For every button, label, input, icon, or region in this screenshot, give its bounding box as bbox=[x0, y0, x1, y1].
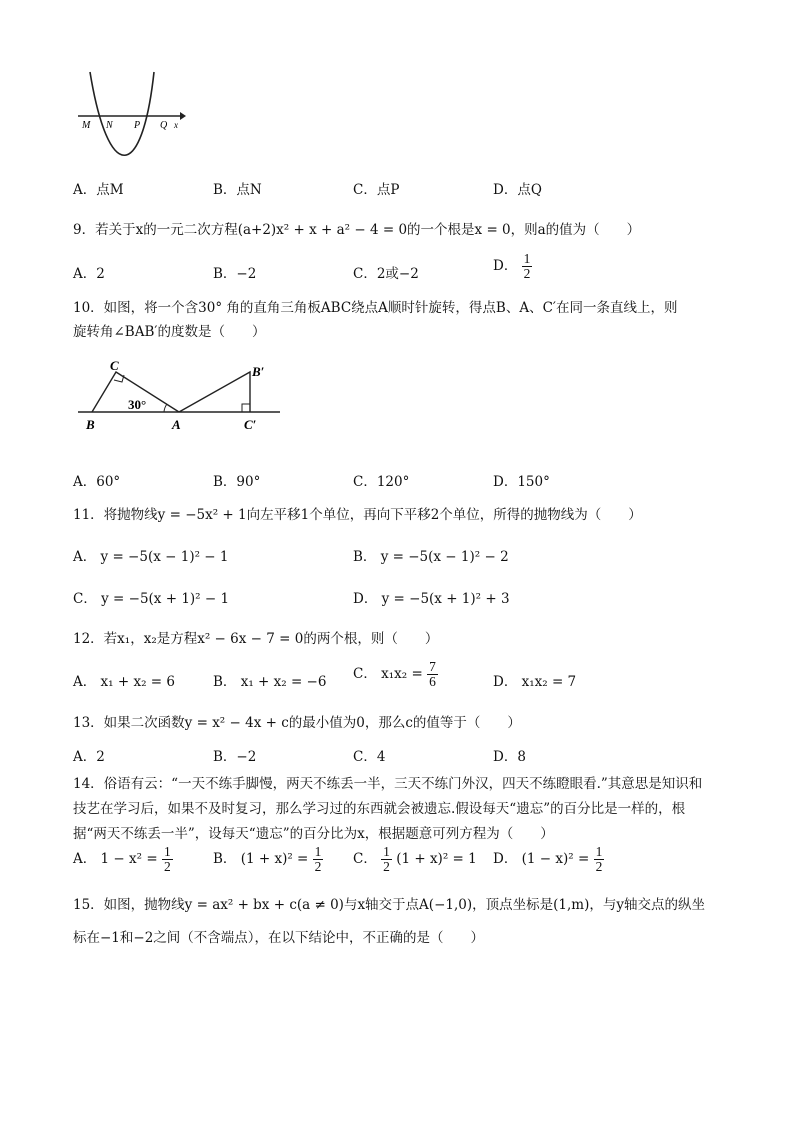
q14-option-a-label: A． 1 − x² = bbox=[73, 851, 158, 868]
label-x: x bbox=[174, 120, 178, 130]
q12-option-a: A． x₁ + x₂ = 6 bbox=[73, 674, 175, 690]
q14-option-d bbox=[493, 845, 604, 874]
angle-arc-a bbox=[164, 404, 167, 412]
fraction-denominator: 2 bbox=[314, 859, 322, 875]
fraction-numerator: 1 bbox=[595, 844, 603, 859]
q14-option-a bbox=[73, 845, 173, 874]
q10-option-a: A．60° bbox=[73, 474, 121, 490]
q13-option-b: B．−2 bbox=[213, 749, 257, 765]
label-c-prime: C′ bbox=[244, 417, 257, 432]
q9-option-b: B．−2 bbox=[213, 266, 257, 282]
q12-stem: 12．若x₁，x₂是方程x² − 6x − 7 = 0的两个根，则（ ） bbox=[73, 631, 439, 647]
q11-option-a: A． y = −5(x − 1)² − 1 bbox=[73, 549, 229, 565]
q8-option-d: D．点Q bbox=[493, 182, 542, 198]
q10-option-b: B．90° bbox=[213, 474, 261, 490]
q13-stem: 13．如果二次函数y = x² − 4x + c的最小值为0，那么c的值等于（ ） bbox=[73, 715, 521, 731]
q14-option-c-label: C． bbox=[353, 851, 377, 868]
q12-option-d: D． x₁x₂ = 7 bbox=[493, 674, 577, 690]
fraction-denominator: 2 bbox=[523, 266, 531, 282]
label-a: A bbox=[172, 417, 181, 432]
q11-stem: 11．将抛物线y = −5x² + 1向左平移1个单位，再向下平移2个单位，所得的抛物线为（ ） bbox=[73, 507, 642, 523]
q8-option-a: A．点M bbox=[73, 182, 124, 198]
q10-stem-line2: 旋转角∠BAB′的度数是（ ） bbox=[73, 324, 266, 340]
label-30-degrees: 30° bbox=[128, 397, 147, 412]
fraction-numerator: 7 bbox=[429, 659, 436, 674]
q14-option-b-label: B． (1 + x)² = bbox=[213, 851, 309, 868]
q13-option-d: D．8 bbox=[493, 749, 526, 765]
q9-option-d bbox=[493, 252, 532, 281]
q14-stem-line2: 技艺在学习后，如果不及时复习，那么学习过的东西就会被遗忘.假设每天“遗忘”的百分比是一样的，根 bbox=[73, 801, 686, 817]
q14-option-c-rest: (1 + x)² = 1 bbox=[396, 851, 477, 868]
label-q: Q bbox=[160, 120, 168, 131]
q14-option-c bbox=[353, 845, 477, 874]
fraction-numerator: 1 bbox=[523, 251, 531, 266]
q12-option-c bbox=[353, 660, 438, 689]
rotation-figure bbox=[76, 354, 291, 438]
q10-stem-line1: 10．如图，将一个含30° 角的直角三角板ABC绕点A顺时针旋转，得点B、A、C′在同一条直线上，则 bbox=[73, 300, 678, 316]
q14-option-b bbox=[213, 845, 323, 874]
label-b-prime: B′ bbox=[252, 364, 265, 379]
q9-option-d-label: D． bbox=[493, 258, 518, 275]
fraction-denominator: 6 bbox=[429, 674, 436, 690]
q15-stem-line2: 标在−1和−2之间（不含端点），在以下结论中，不正确的是（ ） bbox=[73, 930, 485, 946]
q14-option-d-fraction bbox=[594, 845, 605, 874]
q9-stem: 9．若关于x的一元二次方程(a+2)x² + x + a² − 4 = 0的一个根是x = 0，则a的值为（ ） bbox=[73, 222, 641, 238]
fraction-numerator: 1 bbox=[163, 844, 171, 859]
q9-option-a: A．2 bbox=[73, 266, 105, 282]
x-axis-arrow bbox=[180, 112, 186, 120]
q14-stem-line3: 据“两天不练丢一半”，设每天“遗忘”的百分比为x，根据题意可列方程为（ ） bbox=[73, 826, 554, 842]
fraction-denominator: 2 bbox=[163, 859, 171, 875]
q12-option-b: B． x₁ + x₂ = −6 bbox=[213, 674, 327, 690]
label-c: C bbox=[110, 358, 119, 373]
q11-option-b: B． y = −5(x − 1)² − 2 bbox=[353, 549, 509, 565]
label-m: M bbox=[82, 120, 91, 131]
parabola-curve bbox=[90, 72, 154, 155]
q14-option-d-label: D． (1 − x)² = bbox=[493, 851, 590, 868]
label-b: B bbox=[86, 417, 95, 432]
q15-stem-line1: 15．如图，抛物线y = ax² + bx + c(a ≠ 0)与x轴交于点A(−1,0)，顶点坐标是(1,m)，与y轴交点的纵坐 bbox=[73, 897, 705, 913]
q12-option-c-fraction bbox=[427, 660, 438, 689]
fraction-numerator: 1 bbox=[383, 844, 390, 859]
q9-option-c: C．2或−2 bbox=[353, 266, 419, 282]
q10-option-c: C．120° bbox=[353, 474, 410, 490]
fraction-numerator: 1 bbox=[314, 844, 322, 859]
q11-option-d: D． y = −5(x + 1)² + 3 bbox=[353, 591, 510, 607]
q14-stem-line1: 14．俗语有云：“一天不练手脚慢，两天不练丢一半，三天不练门外汉，四天不练瞪眼看.”其意思是知识和 bbox=[73, 776, 703, 792]
q8-option-c: C．点P bbox=[353, 182, 400, 198]
triangle-ab-c bbox=[179, 372, 250, 412]
label-n: N bbox=[106, 120, 113, 131]
q14-option-c-fraction bbox=[381, 845, 392, 874]
q14-option-b-fraction bbox=[313, 845, 324, 874]
q13-option-c: C．4 bbox=[353, 749, 386, 765]
q12-option-c-label: C． x₁x₂ = bbox=[353, 666, 423, 683]
q9-option-d-fraction bbox=[522, 252, 533, 281]
fraction-denominator: 2 bbox=[383, 859, 390, 875]
right-angle-c-prime bbox=[242, 404, 250, 412]
q10-option-d: D．150° bbox=[493, 474, 550, 490]
parabola-figure bbox=[76, 68, 186, 160]
fraction-denominator: 2 bbox=[595, 859, 603, 875]
q14-option-a-fraction bbox=[162, 845, 173, 874]
q11-option-c: C． y = −5(x + 1)² − 1 bbox=[73, 591, 230, 607]
q13-option-a: A．2 bbox=[73, 749, 105, 765]
label-p: P bbox=[134, 120, 141, 131]
q8-option-b: B．点N bbox=[213, 182, 262, 198]
